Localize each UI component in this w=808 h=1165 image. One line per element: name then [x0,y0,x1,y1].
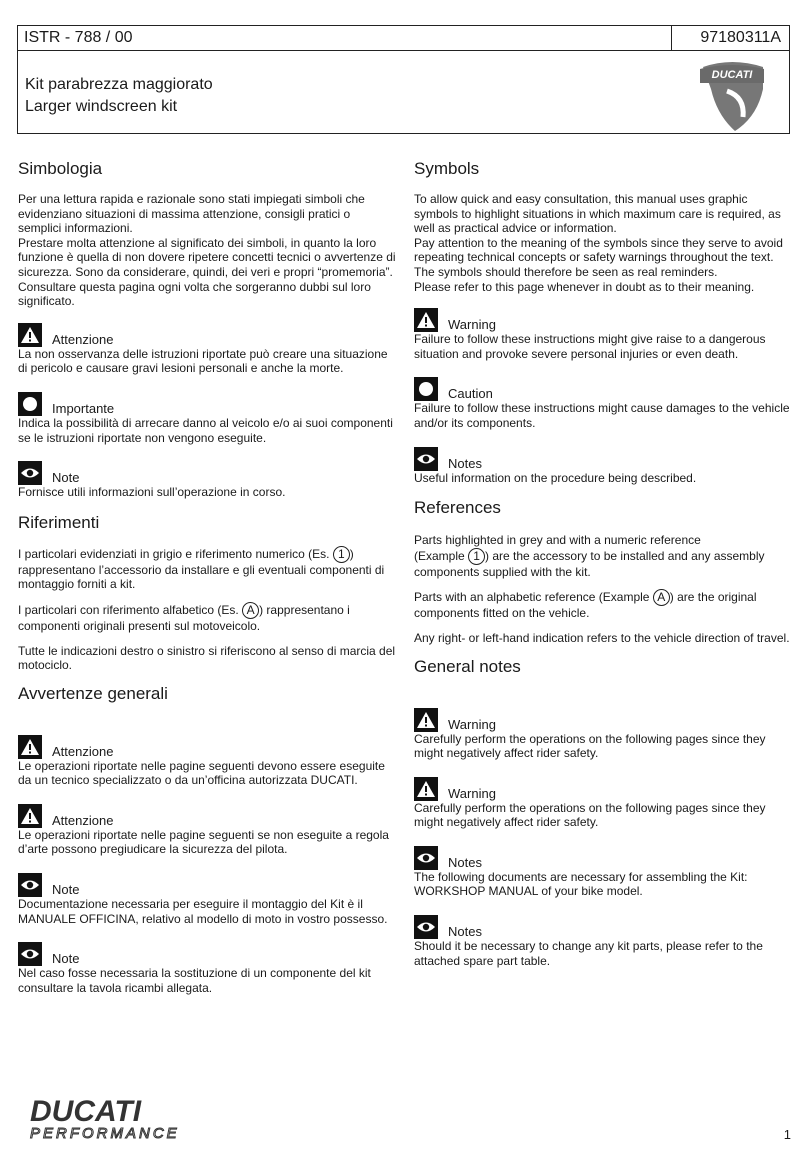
symbol-block-notes [414,911,792,968]
symbol-block-notes [414,842,792,899]
section-title-riferimenti: Riferimenti [18,512,100,532]
caution-dot-icon [18,392,42,416]
eye-icon [18,461,42,485]
symbol-description: Carefully perform the operations on the following pages since they might negatively affect rider safety. [414,731,766,761]
part-number: 97180311A [671,26,789,50]
symbol-description: Le operazioni riportate nelle pagine seguenti se non eseguite a regola d’arte possono pregiudicare la sicurezza del pilota. [18,827,389,857]
reference-alpha-paragraph: Parts with an alphabetic reference (Example A ) are the original components fitted on the vehicle. [414,590,757,621]
symbol-label: Importante [52,400,115,416]
symbol-block-importante [18,388,396,445]
reference-letter-circle: A [242,602,259,619]
caution-dot-icon [414,377,438,401]
page-number: 1 [783,1127,791,1142]
symbol-label: Notes [448,455,482,471]
symbol-label: Note [52,882,80,898]
left-column-italian [18,158,396,1007]
paragraph: To allow quick and easy consultation, this manual uses graphic symbols to highlight situations in which maximum care is required, as well as practical advice or information. [414,192,781,236]
eye-icon [414,447,438,471]
symbol-label: Note [52,470,80,486]
eye-icon [18,873,42,897]
right-column-english [414,158,792,980]
paragraph: Per una lettura rapida e razionale sono stati impiegati simboli che evidenziano situazioni di massima attenzione, consigli pratici o semplici informazioni. [18,192,365,236]
symbol-label: Attenzione [52,743,114,759]
symbol-description: Useful information on the procedure being described. [414,470,697,485]
paragraph: Consultare questa pagina ogni volta che sorgeranno dubbi sul loro significato. [18,279,371,309]
symbol-block-note [18,938,396,995]
section-title-general-notes: General notes [414,656,521,676]
symbol-description: Fornisce utili informazioni sull’operazione in corso. [18,485,286,500]
warning-icon [414,308,438,332]
title-english: Larger windscreen kit [25,98,178,115]
eye-icon [18,942,42,966]
symbol-block-attenzione [18,319,396,376]
warning-icon [18,735,42,759]
symbol-block-notes [414,443,792,486]
symbol-label: Warning [448,716,496,732]
symbol-description: Nel caso fosse necessaria la sostituzione di un componente del kit consultare la tavola ricambi allegata. [18,966,371,995]
document-title [25,74,213,118]
ducati-performance-logo [28,1093,285,1143]
symbol-block-warning [414,304,792,361]
warning-icon [414,708,438,732]
symbol-description: Failure to follow these instructions might cause damages to the vehicle and/or its components. [414,401,790,430]
paragraph: Tutte le indicazioni destro o sinistro si riferiscono al senso di marcia del motociclo. [18,643,396,673]
symbol-label: Notes [448,924,482,940]
reference-alpha-paragraph: I particolari con riferimento alfabetico (Es. A ) rappresentano i componenti originali presenti sul motoveicolo. [18,602,350,633]
symbol-description: Le operazioni riportate nelle pagine seguenti devono essere eseguite da un tecnico specializzato o da un’officina autorizzata DUCATI. [18,758,385,788]
section-title-simbologia: Simbologia [18,159,103,178]
reference-number-circle: 1 [468,548,485,565]
symbol-label: Warning [448,317,496,333]
ducati-shield-logo [697,59,767,134]
symbol-label: Attenzione [52,331,114,347]
symbol-description: La non osservanza delle istruzioni riportate può creare una situazione di pericolo e causare gravi lesioni personali e anche la morte. [18,346,388,376]
symbol-description: Indica la possibilità di arrecare danno al veicolo e/o ai suoi componenti se le istruzioni riportate non vengono eseguite. [18,415,393,445]
header-top-row [18,26,789,51]
warning-icon [18,323,42,347]
symbol-label: Note [52,951,80,967]
shield-logo-text: DUCATI [711,69,753,81]
symbol-block-attenzione [18,731,396,788]
symbol-description: Failure to follow these instructions might give raise to a dangerous situation and provoke severe personal injuries or even death. [414,332,766,361]
symbol-label: Notes [448,854,482,870]
instruction-code: ISTR - 788 / 00 [24,29,133,46]
paragraph: Pay attention to the meaning of the symbols since they serve to avoid repeating technical concepts or safety warnings throughout the text. The symbols should therefore be seen as real reminders. [414,235,783,279]
eye-icon [414,846,438,870]
title-italian: Kit parabrezza maggiorato [25,76,213,93]
symbol-block-warning [414,773,792,830]
section-title-avvertenze: Avvertenze generali [18,683,168,703]
symbol-description: Should it be necessary to change any kit parts, please refer to the attached spare part table. [414,939,763,968]
warning-icon [18,804,42,828]
symbol-block-note [18,869,396,926]
symbol-block-caution [414,373,792,430]
symbol-block-note [18,457,396,500]
section-title-references: References [414,498,501,518]
symbol-description: Documentazione necessaria per eseguire il montaggio del Kit è il MANUALE OFFICINA, relativo al modello di moto in vostro possesso. [18,897,388,926]
document-header [17,25,790,134]
symbol-label: Caution [448,386,493,402]
paragraph: Any right- or left-hand indication refers to the vehicle direction of travel. [414,630,790,645]
warning-icon [414,777,438,801]
symbol-block-attenzione [18,800,396,857]
logo-performance-text: PERFORMANCE [30,1125,180,1142]
reference-letter-circle: A [653,589,670,606]
symbol-description: The following documents are necessary for assembling the Kit: WORKSHOP MANUAL of your bike model. [414,869,748,899]
symbol-description: Carefully perform the operations on the following pages since they might negatively affect rider safety. [414,800,766,830]
logo-ducati-text: DUCATI [30,1095,142,1128]
reference-numeric-paragraph: I particolari evidenziati in grigio e riferimento numerico (Es. 1 ) rappresentano l’accessorio da installare e gli eventuali componenti di montaggio forniti a kit. [18,546,385,592]
paragraph: Please refer to this page whenever in doubt as to their meaning. [414,279,755,294]
symbol-block-warning [414,704,792,761]
section-title-symbols: Symbols [414,159,480,178]
symbol-label: Attenzione [52,812,114,828]
eye-icon [414,915,438,939]
symbol-label: Warning [448,785,496,801]
reference-number-circle: 1 [333,546,350,563]
paragraph: Prestare molta attenzione al significato dei simboli, in quanto la loro funzione è quella di non dovere ripetere concetti tecnici o avvertenze di sicurezza. Sono da considerare, quindi, dei veri e propri “promemoria”. [18,235,396,279]
reference-numeric-paragraph: Parts highlighted in grey and with a numeric reference (Example 1 ) are the accessory to be installed and any assembly components supplied with the kit. [414,533,765,579]
